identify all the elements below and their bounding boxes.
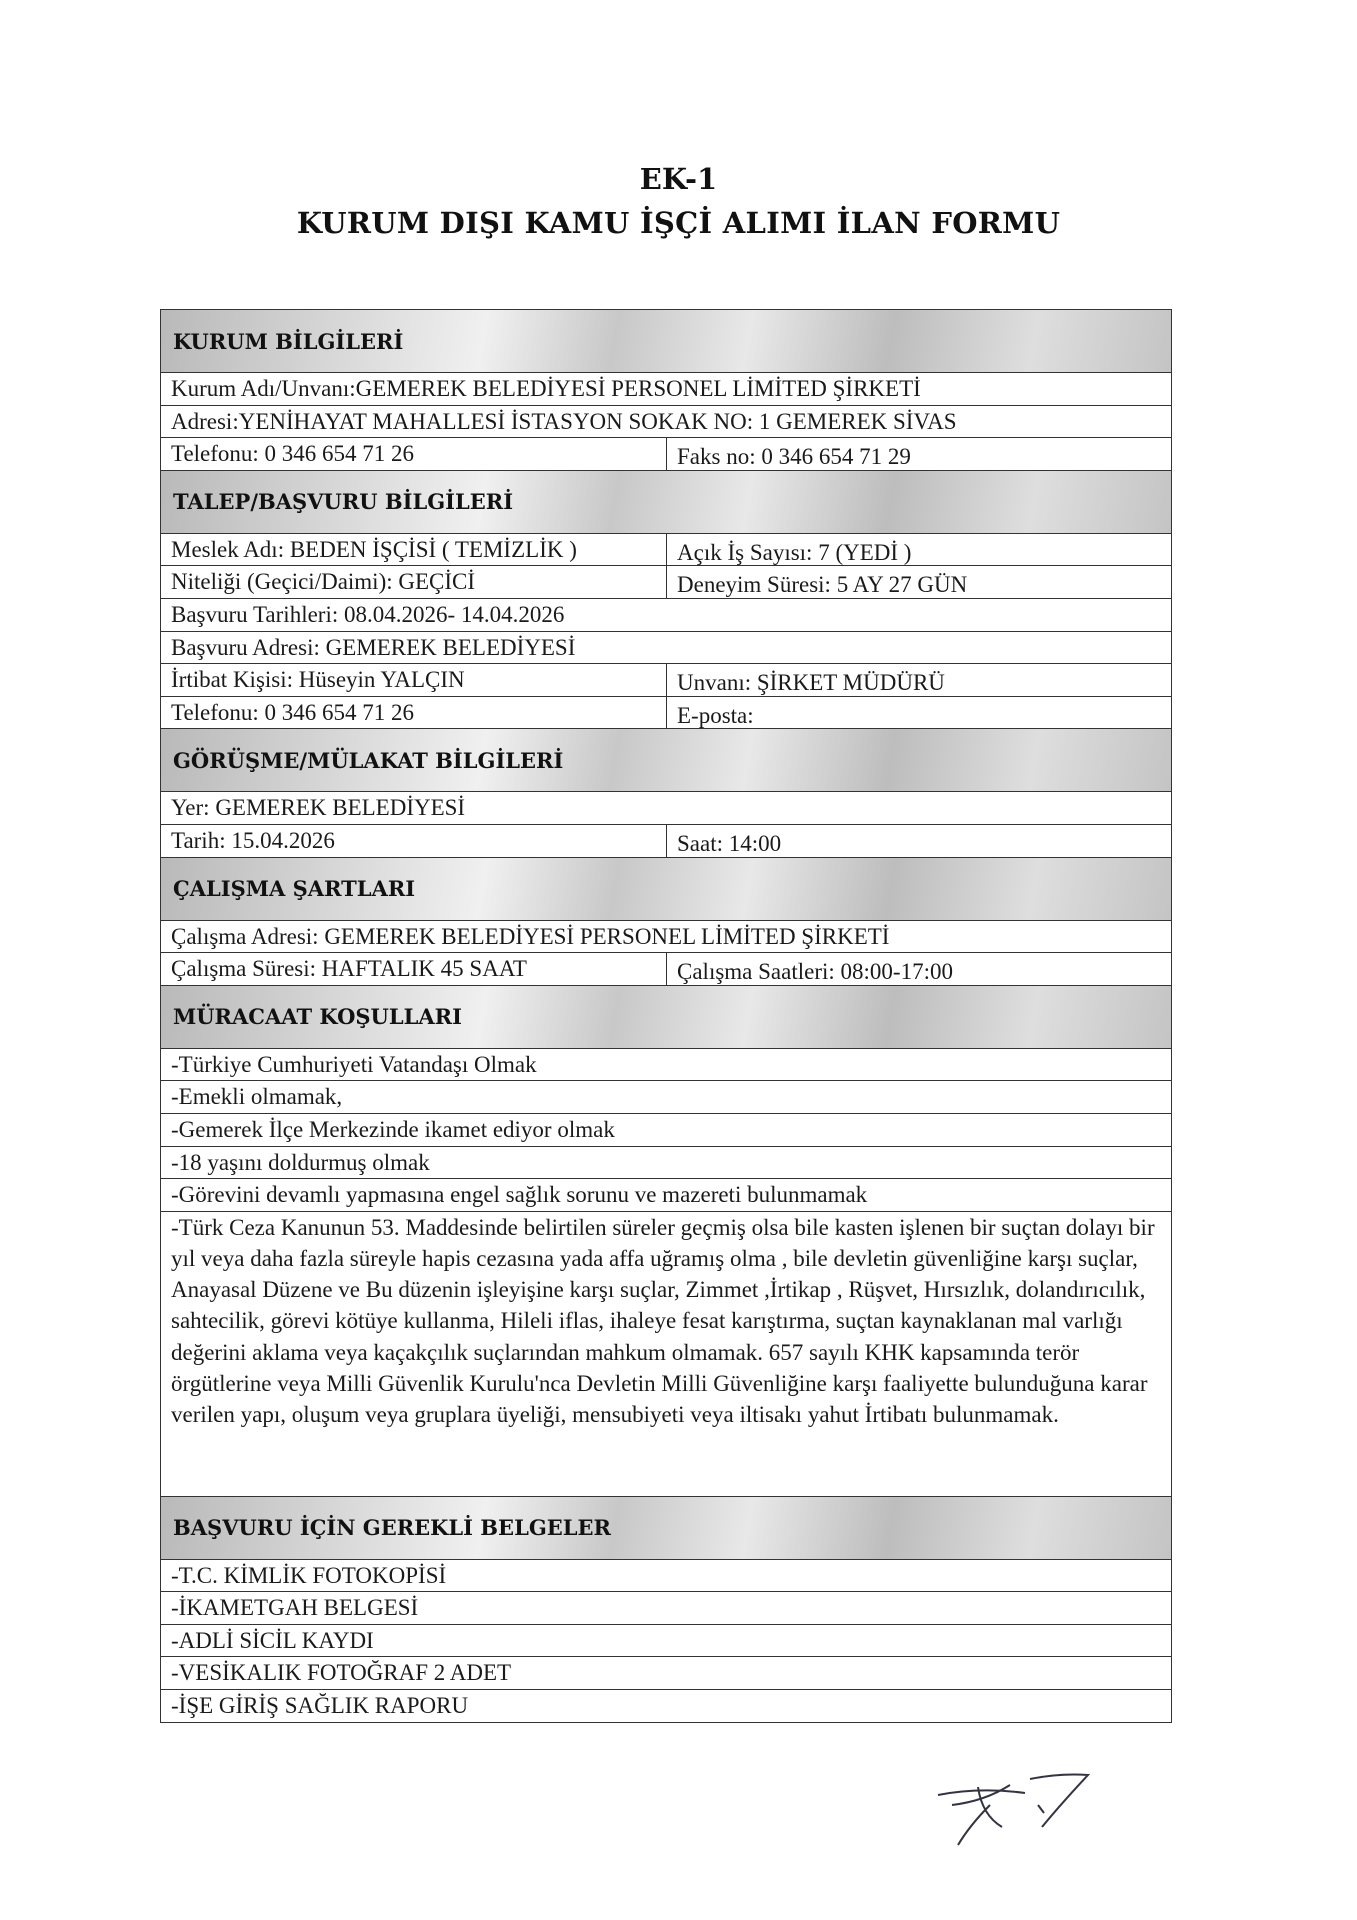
- table-row: [161, 534, 1171, 567]
- table-row: [161, 697, 1171, 730]
- list-item: [161, 1657, 1171, 1690]
- calisma-adresi: Çalışma Adresi: GEMEREK BELEDİYESİ PERSONEL LİMİTED ŞİRKETİ: [171, 923, 890, 949]
- unvan: Unvanı: ŞİRKET MÜDÜRÜ: [677, 670, 945, 696]
- list-item: [161, 1114, 1171, 1147]
- belge-item: -ADLİ SİCİL KAYDI: [171, 1627, 374, 1653]
- mulakat-yer: Yer: GEMEREK BELEDİYESİ: [171, 795, 466, 821]
- belge-item: -İŞE GİRİŞ SAĞLIK RAPORU: [171, 1693, 469, 1719]
- kurum-faks: Faks no: 0 346 654 71 29: [677, 444, 911, 470]
- table-row: [161, 792, 1171, 825]
- acik-is-sayisi: Açık İş Sayısı: 7 (YEDİ ): [677, 539, 912, 565]
- niteligi: Niteliği (Geçici/Daimi): GEÇİCİ: [161, 566, 667, 598]
- section-header-belgeler: BAŞVURU İÇİN GEREKLİ BELGELER: [161, 1497, 1171, 1560]
- table-row: [161, 825, 1171, 858]
- kurum-adres: Adresi:YENİHAYAT MAHALLESİ İSTASYON SOKAK NO: 1 GEMEREK SİVAS: [171, 408, 957, 434]
- document-code: EK-1: [639, 162, 718, 196]
- table-row: [161, 599, 1171, 632]
- table-row: [161, 406, 1171, 439]
- kurum-adi: Kurum Adı/Unvanı:GEMEREK BELEDİYESİ PERSONEL LİMİTED ŞİRKETİ: [171, 376, 921, 401]
- section-header-talep: TALEP/BAŞVURU BİLGİLERİ: [161, 471, 1171, 534]
- section-header-kosullar: MÜRACAAT KOŞULLARI: [161, 986, 1171, 1049]
- list-item: [161, 1560, 1171, 1593]
- belge-item: -İKAMETGAH BELGESİ: [171, 1595, 419, 1621]
- kosul-long-text: -Türk Ceza Kanunun 53. Maddesinde belirtilen süreler geçmiş olsa bile kasten işlenen bir suçtan dolayı bir yıl veya daha fazla süreyle hapis cezasına yada affa uğramış olma , bile devletin güvenliğine karşı suçlar, Anayasal Düzene ve Bu düzenin işleyişine karşı suçlar, Zimmet ,İrtikap , Rüşvet, Hırsızlık, dolandırıcılık, sahtecilik, görevi kötüye kullanma, Hileli iflas, ihaleye fesat karıştırma, suçtan kaynaklanan mal varlığı değerini aklama veya kaçakçılık suçlarından mahkum olmamak. 657 sayılı KHK kapsamında terör örgütlerine veya Milli Güvenlik Kurulu'nca Devletin Milli Güvenliğine karşı faaliyette bulunduğuna karar verilen yapı, oluşum veya gruplara üyeliği, mensubiyeti veya iltisakı yahut İrtibatı bulunmamak.: [161, 1212, 1171, 1497]
- section-header-kurum: KURUM BİLGİLERİ: [161, 310, 1171, 373]
- document-title: KURUM DIŞI KAMU İŞÇİ ALIMI İLAN FORMU: [296, 206, 1061, 240]
- list-item: [161, 1147, 1171, 1180]
- mulakat-saat: Saat: 14:00: [677, 830, 782, 856]
- kosul-item: -Türkiye Cumhuriyeti Vatandaşı Olmak: [171, 1051, 537, 1077]
- table-row: [161, 632, 1171, 665]
- table-row: [161, 953, 1171, 986]
- basvuru-adresi: Başvuru Adresi: GEMEREK BELEDİYESİ: [171, 634, 576, 660]
- kosul-item: -18 yaşını doldurmuş olmak: [171, 1149, 430, 1175]
- list-item: [161, 1625, 1171, 1658]
- list-item: [161, 1690, 1171, 1723]
- irtibat-kisisi: İrtibat Kişisi: Hüseyin YALÇIN: [161, 664, 667, 696]
- table-row: [161, 664, 1171, 697]
- deneyim-suresi: Deneyim Süresi: 5 AY 27 GÜN: [677, 572, 968, 598]
- table-row: [161, 438, 1171, 471]
- irtibat-telefon: Telefonu: 0 346 654 71 26: [161, 697, 667, 729]
- calisma-suresi: Çalışma Süresi: HAFTALIK 45 SAAT: [161, 953, 667, 985]
- kosul-item: -Görevini devamlı yapmasına engel sağlık sorunu ve mazereti bulunmamak: [171, 1182, 868, 1208]
- kosul-item: -Gemerek İlçe Merkezinde ikamet ediyor olmak: [171, 1116, 615, 1142]
- kosul-item: -Emekli olmamak,: [171, 1084, 343, 1110]
- kurum-telefon: Telefonu: 0 346 654 71 26: [161, 438, 667, 470]
- table-row: [161, 373, 1171, 406]
- section-header-calisma: ÇALIŞMA ŞARTLARI: [161, 858, 1171, 921]
- list-item: [161, 1081, 1171, 1114]
- list-item: [161, 1049, 1171, 1082]
- signature: [930, 1765, 1100, 1855]
- belge-item: -VESİKALIK FOTOĞRAF 2 ADET: [171, 1660, 512, 1686]
- belge-item: -T.C. KİMLİK FOTOKOPİSİ: [171, 1562, 447, 1588]
- mulakat-tarih: Tarih: 15.04.2026: [161, 825, 667, 857]
- form-table: [160, 309, 1172, 1723]
- eposta: E-posta:: [677, 702, 754, 728]
- list-item: [161, 1592, 1171, 1625]
- section-header-mulakat: GÖRÜŞME/MÜLAKAT BİLGİLERİ: [161, 729, 1171, 792]
- calisma-saatleri: Çalışma Saatleri: 08:00-17:00: [677, 959, 953, 985]
- basvuru-tarihleri: Başvuru Tarihleri: 08.04.2026- 14.04.2026: [171, 601, 565, 627]
- meslek-adi: Meslek Adı: BEDEN İŞÇİSİ ( TEMİZLİK ): [161, 534, 667, 566]
- table-row: [161, 566, 1171, 599]
- table-row: [161, 921, 1171, 954]
- list-item: [161, 1179, 1171, 1212]
